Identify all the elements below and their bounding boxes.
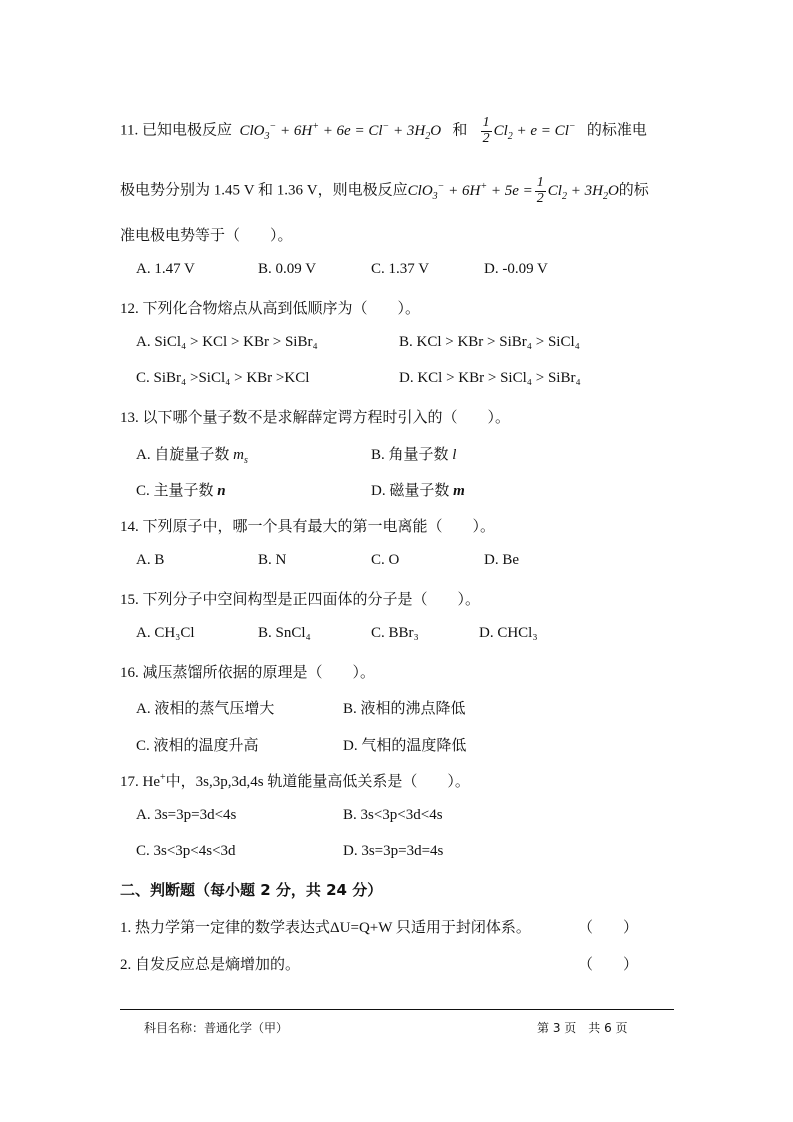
q13-stem: 13. 以下哪个量子数不是求解薛定谔方程时引入的（ ）。 — [120, 410, 511, 426]
q11-equation-1: $ClO_3^- + 6H^+ + 6e = Cl^- + 3H_2O$ — [239, 120, 442, 142]
q11-option-b: B. 0.09 V — [258, 261, 317, 277]
q14-option-b: B. N — [258, 552, 287, 568]
fraction-half: $\frac{1}{2}$ — [482, 115, 490, 146]
q12-option-d: D. KCl > KBr > SiCl₄ > SiBr₄ — [399, 370, 581, 386]
q11-suffix: 的标准电 — [586, 122, 647, 139]
footer-divider — [120, 1009, 674, 1010]
q11-option-a: A. 1.47 V — [136, 261, 195, 277]
judgment-item-1: 1. 热力学第一定律的数学表达式ΔU=Q+W 只适用于封闭体系。 — [120, 920, 531, 936]
answer-blank-1: （ ） — [578, 920, 639, 936]
q11-line2-prefix: 极电势分别为 1.45 V 和 1.36 V，则电极反应 — [120, 182, 408, 199]
section-heading: 二、判断题（每小题 2 分，共 24 分） — [120, 881, 383, 899]
footer-page-number: 第 3 页 共 6 页 — [537, 1021, 628, 1035]
q12-option-c: C. SiBr₄ >SiCl₄ > KBr >KCl — [136, 370, 310, 386]
q12-option-b: B. KCl > KBr > SiBr₄ > SiCl₄ — [399, 334, 580, 350]
fraction-half: $\frac{1}{2}$ — [536, 175, 544, 206]
q13-option-b: B. 角量子数 l — [371, 447, 457, 463]
spin-quantum-symbol: $m_s$ — [233, 447, 248, 466]
q16-stem: 16. 减压蒸馏所依据的原理是（ ）。 — [120, 665, 376, 681]
q15-stem: 15. 下列分子中空间构型是正四面体的分子是（ ）。 — [120, 592, 481, 608]
q15-option-d: D. CHCl₃ — [479, 625, 538, 641]
q16-option-c: C. 液相的温度升高 — [136, 738, 259, 754]
q11-equation-3: ClO$_3$− + 6H+ + 5e = $\frac{1}{2}$ $Cl_2 + 3H_2O$ — [407, 175, 619, 206]
q11-option-d: D. -0.09 V — [484, 261, 548, 277]
q17-option-a: A. 3s=3p=3d<4s — [136, 807, 237, 823]
q11-line1 — [120, 116, 647, 146]
q11-line2 — [120, 176, 649, 206]
q16-option-a: A. 液相的蒸气压增大 — [136, 701, 275, 717]
q14-stem: 14. 下列原子中，哪一个具有最大的第一电离能（ ）。 — [120, 519, 496, 535]
q11-line3: 准电极电势等于（ ）。 — [120, 228, 293, 244]
q17-option-d: D. 3s=3p=3d=4s — [343, 843, 444, 859]
answer-blank-2: （ ） — [578, 957, 639, 973]
q12-option-a: A. SiCl₄ > KCl > KBr > SiBr₄ — [136, 334, 318, 350]
q16-option-b: B. 液相的沸点降低 — [343, 701, 466, 717]
q17-option-c: C. 3s<3p<4s<3d — [136, 843, 236, 859]
q11-equation-2: $\frac{1}{2}$ $Cl_2 + e = Cl^-$ — [482, 115, 576, 146]
q11-and: 和 — [452, 122, 468, 139]
q13-option-c: C. 主量子数 n — [136, 483, 226, 499]
q14-option-d: D. Be — [484, 552, 519, 568]
q17-option-b: B. 3s<3p<3d<4s — [343, 807, 443, 823]
judgment-item-2: 2. 自发反应总是熵增加的。 — [120, 957, 301, 973]
q15-option-c: C. BBr₃ — [371, 625, 419, 641]
q11-prefix: 11. 已知电极反应 — [120, 122, 232, 139]
q13-option-d: D. 磁量子数 m — [371, 483, 465, 499]
q15-option-a: A. CH₃Cl — [136, 625, 195, 641]
footer-subject: 科目名称：普通化学（甲） — [144, 1021, 289, 1035]
q12-stem: 12. 下列化合物熔点从高到低顺序为（ ）。 — [120, 301, 421, 317]
q13-option-a: A. 自旋量子数 $m_s$ — [136, 447, 248, 466]
q11-line2-suffix: 的标 — [618, 182, 649, 199]
q14-option-c: C. O — [371, 552, 400, 568]
q15-option-b: B. SnCl₄ — [258, 625, 311, 641]
q16-option-d: D. 气相的温度降低 — [343, 738, 467, 754]
q11-option-c: C. 1.37 V — [371, 261, 430, 277]
q17-stem: 17. He+中，3s,3p,3d,4s 轨道能量高低关系是（ ）。 — [120, 772, 470, 790]
q14-option-a: A. B — [136, 552, 165, 568]
